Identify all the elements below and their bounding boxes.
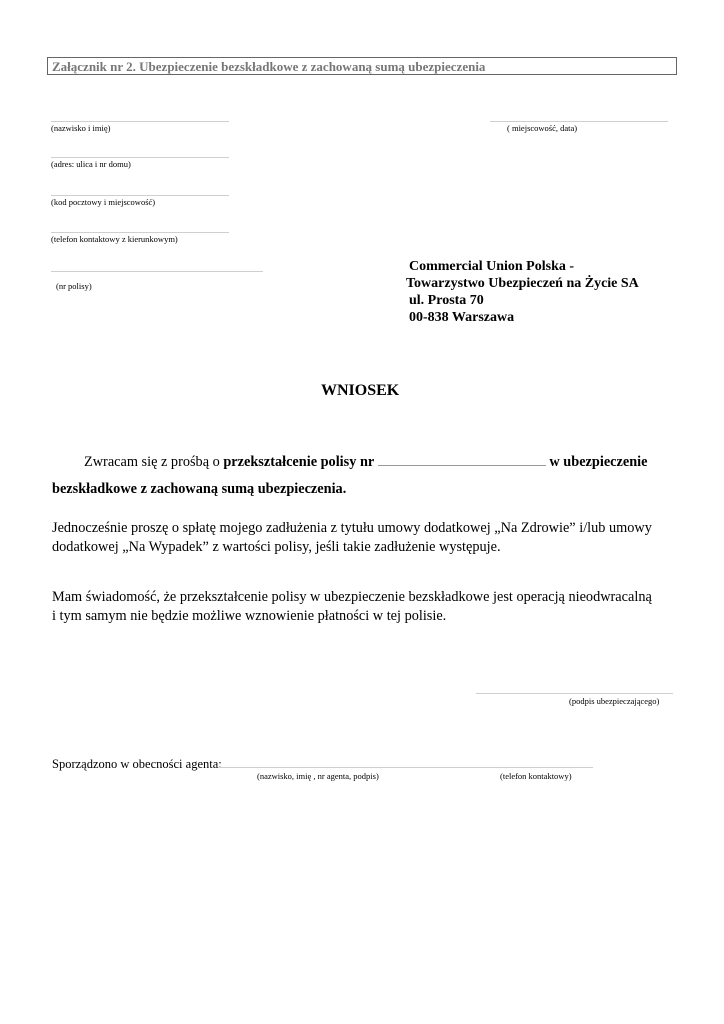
attachment-header — [47, 57, 677, 75]
request-line-2: bezskładkowe z zachowaną sumą ubezpieczenia. — [52, 481, 347, 497]
debt-line-1: Jednocześnie proszę o spłatę mojego zadłużenia z tytułu umowy dodatkowej „Na Zdrowie” i/lub umowy — [52, 520, 652, 536]
recipient-line-3: ul. Prosta 70 — [409, 293, 484, 308]
policy-number-blank[interactable] — [378, 455, 546, 466]
name-line[interactable] — [51, 121, 229, 122]
recipient-line-4: 00-838 Warszawa — [409, 310, 515, 325]
request-text-c: w ubezpieczenie — [549, 454, 648, 470]
place-date-line[interactable] — [490, 121, 668, 122]
awareness-line-1: Mam świadomość, że przekształcenie polisy w ubezpieczenie bezskładkowe jest operacją nieodwracalną — [52, 589, 652, 605]
postal-line[interactable] — [51, 195, 229, 196]
policy-number-label: (nr polisy) — [56, 281, 92, 291]
place-date-label: ( miejscowość, data) — [507, 123, 578, 133]
agent-label: Sporządzono w obecności agenta: — [52, 757, 222, 771]
debt-line-2: dodatkowej „Na Wypadek” z wartości polisy, jeśli takie zadłużenie występuje. — [52, 539, 501, 555]
signature-line[interactable] — [476, 693, 673, 694]
awareness-line-2: i tym samym nie będzie możliwe wznowienie płatności w tej polisie. — [52, 608, 447, 624]
recipient-line-2: Towarzystwo Ubezpieczeń na Życie SA — [406, 276, 639, 291]
name-label: (nazwisko i imię) — [51, 123, 111, 133]
phone-line[interactable] — [51, 232, 229, 233]
request-line-1 — [84, 452, 647, 473]
phone-label: (telefon kontaktowy z kierunkowym) — [51, 234, 178, 244]
request-text-b: przekształcenie polisy nr — [223, 454, 375, 470]
request-text-a: Zwracam się z prośbą o — [84, 454, 224, 470]
recipient-line-1: Commercial Union Polska - — [409, 259, 575, 274]
policy-number-line[interactable] — [51, 271, 263, 272]
address-label: (adres: ulica i nr domu) — [51, 159, 131, 169]
agent-phone-label: (telefon kontaktowy) — [500, 771, 572, 781]
postal-label: (kod pocztowy i miejscowość) — [51, 197, 156, 207]
agent-details-label: (nazwisko, imię , nr agenta, podpis) — [257, 771, 379, 781]
signature-label: (podpis ubezpieczającego) — [569, 696, 660, 706]
agent-line[interactable] — [218, 767, 593, 768]
attachment-title: Załącznik nr 2. Ubezpieczenie bezskładkowe z zachowaną sumą ubezpieczenia — [52, 59, 486, 74]
document-title: WNIOSEK — [321, 382, 400, 399]
address-line[interactable] — [51, 157, 229, 158]
